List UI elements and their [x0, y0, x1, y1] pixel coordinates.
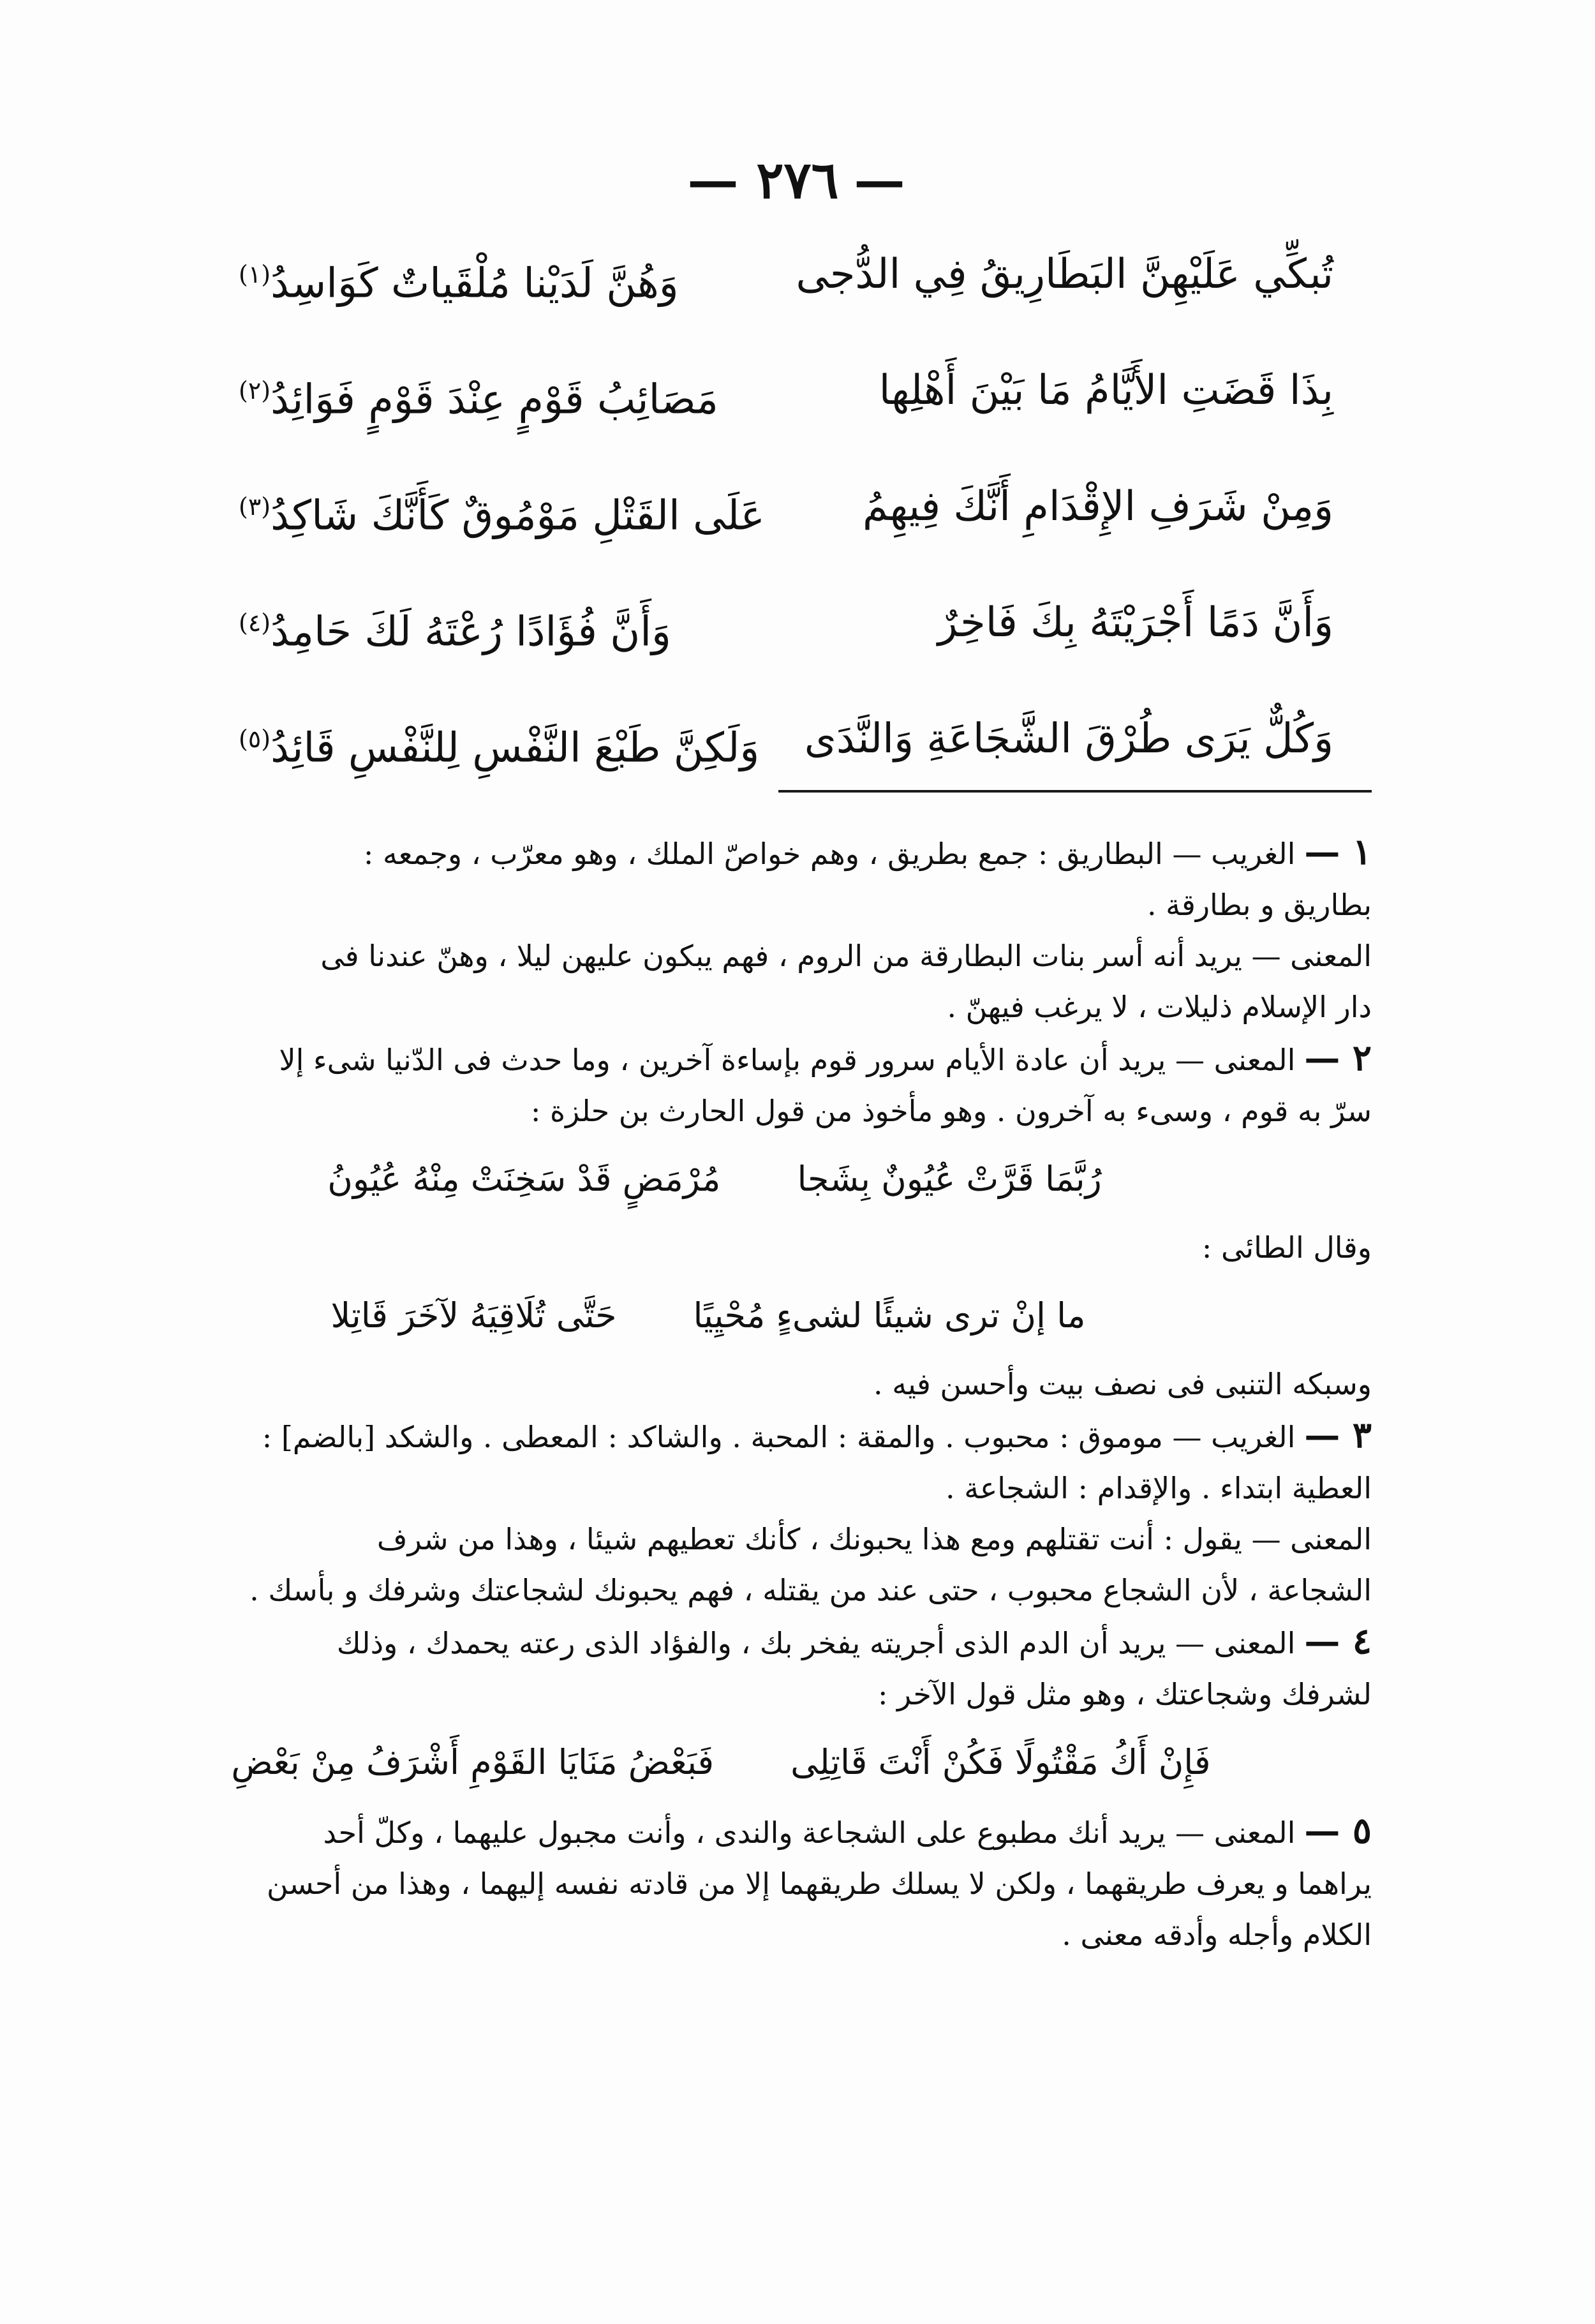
- dash-right: —: [687, 150, 741, 210]
- cited-verse-1-second: مُرْمَضٍ قَدْ سَخِنَتْ مِنْهُ عُيُونُ: [327, 1159, 721, 1199]
- verse-2-first-hemistich: بِذَا قَضَتِ الأَيَّامُ مَا بَيْنَ أَهْلِها: [879, 367, 1333, 414]
- footnote-3-line-1: [223, 1410, 1372, 1463]
- footnote-3-line-2: العطية ابتداء . والإقدام : الشجاعة .: [945, 1471, 1372, 1505]
- page-number: [0, 150, 1595, 210]
- verse-3-second-text: عَلَى القَتْلِ مَوْمُوقٌ كَأَنَّكَ شَاكِدُ: [271, 492, 765, 540]
- cited-verse-1-first: رُبَّمَا قَرَّتْ عُيُونٌ بِشَجا: [797, 1159, 1102, 1199]
- verse-5-first-hemistich: وَكُلٌّ يَرَى طُرْقَ الشَّجَاعَةِ وَالنَّدَى: [804, 715, 1333, 763]
- footnote-2-number: ٢ —: [1304, 1037, 1372, 1079]
- footnote-3-line-4: الشجاعة ، لأن الشجاع محبوب ، حتى عند من يقتله ، فهم يحبونك لشجاعتك وشرفك و بأسك .: [249, 1573, 1372, 1607]
- footnote-1: [223, 826, 1372, 1032]
- verse-4-second-text: وَأَنَّ فُؤَادًا رُعْتَهُ لَكَ حَامِدُ: [271, 608, 671, 656]
- verse-4-first-hemistich: وَأَنَّ دَمًا أَجْرَيْتَهُ بِكَ فَاخِرٌ: [937, 599, 1333, 646]
- footnote-2-line-1: [223, 1032, 1372, 1085]
- verse-2-second-text: مَصَائِبُ قَوْمٍ عِنْدَ قَوْمٍ فَوَائِدُ: [271, 376, 718, 424]
- footnote-5: [223, 1805, 1372, 1960]
- dash-left: —: [854, 150, 908, 210]
- cited-verse-3-first: فَإِنْ أَكُ مَقْتُولًا فَكُنْ أَنْتَ قَاتِلِى: [790, 1742, 1211, 1782]
- verse-1-second-text: وَهُنَّ لَدَيْنا مُلْقَياتٌ كَوَاسِدُ: [271, 260, 679, 308]
- verse-2-second-hemistich: [236, 346, 798, 444]
- footnote-3-number: ٣ —: [1304, 1414, 1372, 1456]
- footnote-2: [223, 1032, 1372, 1410]
- footnote-1-line-4: دار الإسلام ذليلات ، لا يرغب فيهنّ .: [947, 990, 1372, 1024]
- footnote-ref-5: (٥): [239, 725, 271, 753]
- footnote-ref-2: (٢): [239, 376, 271, 405]
- footnote-5-text-1: المعنى — يريد أنك مطبوع على الشجاعة والندى ، وأنت مجبول عليهما ، وكلّ أحد: [323, 1815, 1296, 1850]
- poem-verse-4: [236, 578, 1333, 694]
- footnote-3-text-1: الغريب — موموق : محبوب . والمقة : المحبة . والشاكد : المعطى . والشكد [بالضم] :: [262, 1420, 1296, 1454]
- verse-1-first-hemistich: تُبكِّي عَلَيْهِنَّ البَطَارِيقُ فِي الدُّجى: [796, 251, 1333, 298]
- footnote-4-number: ٤ —: [1304, 1620, 1372, 1662]
- cited-verse-2-first: ما إنْ ترى شيئًا لشىءٍ مُحْيِيًا: [693, 1295, 1086, 1336]
- footnote-2-line-2: سرّ به قوم ، وسىء به آخرون . وهو مأخوذ من قول الحارث بن حلزة :: [530, 1094, 1372, 1128]
- poem: [236, 230, 1333, 810]
- footnote-4: [223, 1616, 1372, 1798]
- footnote-1-line-2: بطاريق و بطارقة .: [1146, 888, 1372, 922]
- verse-1-second-hemistich: [236, 230, 798, 328]
- page-number-value: ٢٧٦: [756, 150, 839, 210]
- footnote-3: [223, 1410, 1372, 1616]
- footnote-5-line-1: [223, 1805, 1372, 1858]
- footnote-1-number: ١ —: [1304, 831, 1372, 873]
- footnote-ref-4: (٤): [239, 609, 271, 637]
- verse-4-second-hemistich: [236, 578, 798, 676]
- footnote-5-line-3: الكلام وأجله وأدقه معنى .: [1062, 1918, 1372, 1952]
- footnote-2-text-1: المعنى — يريد أن عادة الأيام سرور قوم بإساءة آخرين ، وما حدث فى الدّنيا شىء إلا: [279, 1043, 1296, 1077]
- footnote-1-text-1: الغريب — البطاريق : جمع بطريق ، وهم خواصّ الملك ، وهو معرّب ، وجمعه :: [363, 837, 1296, 871]
- footnotes: [223, 826, 1372, 1960]
- footnote-4-line-1: [223, 1616, 1372, 1669]
- footnote-4-cited-verse: [223, 1727, 1372, 1798]
- footnote-2-line-3: وقال الطائى :: [1201, 1230, 1372, 1265]
- verse-5-second-hemistich: [236, 694, 798, 793]
- footnote-separator-rule: [778, 790, 1372, 793]
- footnote-2-cited-verse-2: [223, 1281, 1372, 1351]
- footnote-2-line-4: وسبكه التنبى فى نصف بيت وأحسن فيه .: [873, 1367, 1372, 1401]
- cited-verse-2-second: حَتَّى تُلَاقِيَهُ لآخَرَ قَاتِلا: [330, 1295, 617, 1336]
- footnote-2-cited-verse-1: [223, 1144, 1372, 1214]
- footnote-4-text-1: المعنى — يريد أن الدم الذى أجريته يفخر بك ، والفؤاد الذى رعته يحمدك ، وذلك: [336, 1626, 1296, 1660]
- footnote-1-line-3: المعنى — يريد أنه أسر بنات البطارقة من الروم ، فهم يبكون عليهن ليلا ، وهنّ عندنا فى: [320, 939, 1372, 973]
- poem-verse-5: [236, 694, 1333, 810]
- poem-verse-1: [236, 230, 1333, 346]
- poem-verse-3: [236, 462, 1333, 578]
- footnote-5-line-2: يراهما و يعرف طريقهما ، ولكن لا يسلك طريقهما إلا من قادته نفسه إليهما ، وهذا من أحسن: [266, 1866, 1372, 1901]
- verse-3-first-hemistich: وَمِنْ شَرَفِ الإِقْدَامِ أَنَّكَ فِيهِمُ: [863, 483, 1333, 530]
- footnote-4-line-2: لشرفك وشجاعتك ، وهو مثل قول الآخر :: [877, 1677, 1372, 1711]
- footnote-3-line-3: المعنى — يقول : أنت تقتلهم ومع هذا يحبونك ، كأنك تعطيهم شيئا ، وهذا من شرف: [376, 1522, 1372, 1556]
- poem-verse-2: [236, 346, 1333, 462]
- cited-verse-3-second: فَبَعْضُ مَنَايَا القَوْمِ أَشْرَفُ مِنْ بَعْضِ: [231, 1742, 715, 1782]
- footnote-ref-3: (٣): [239, 493, 271, 521]
- footnote-ref-1: (١): [239, 260, 271, 288]
- verse-3-second-hemistich: [236, 462, 798, 560]
- footnote-5-number: ٥ —: [1304, 1810, 1372, 1852]
- verse-5-second-text: وَلَكِنَّ طَبْعَ النَّفْسِ لِلنَّفْسِ قَائِدُ: [271, 724, 760, 772]
- footnote-1-line-1: [223, 826, 1372, 879]
